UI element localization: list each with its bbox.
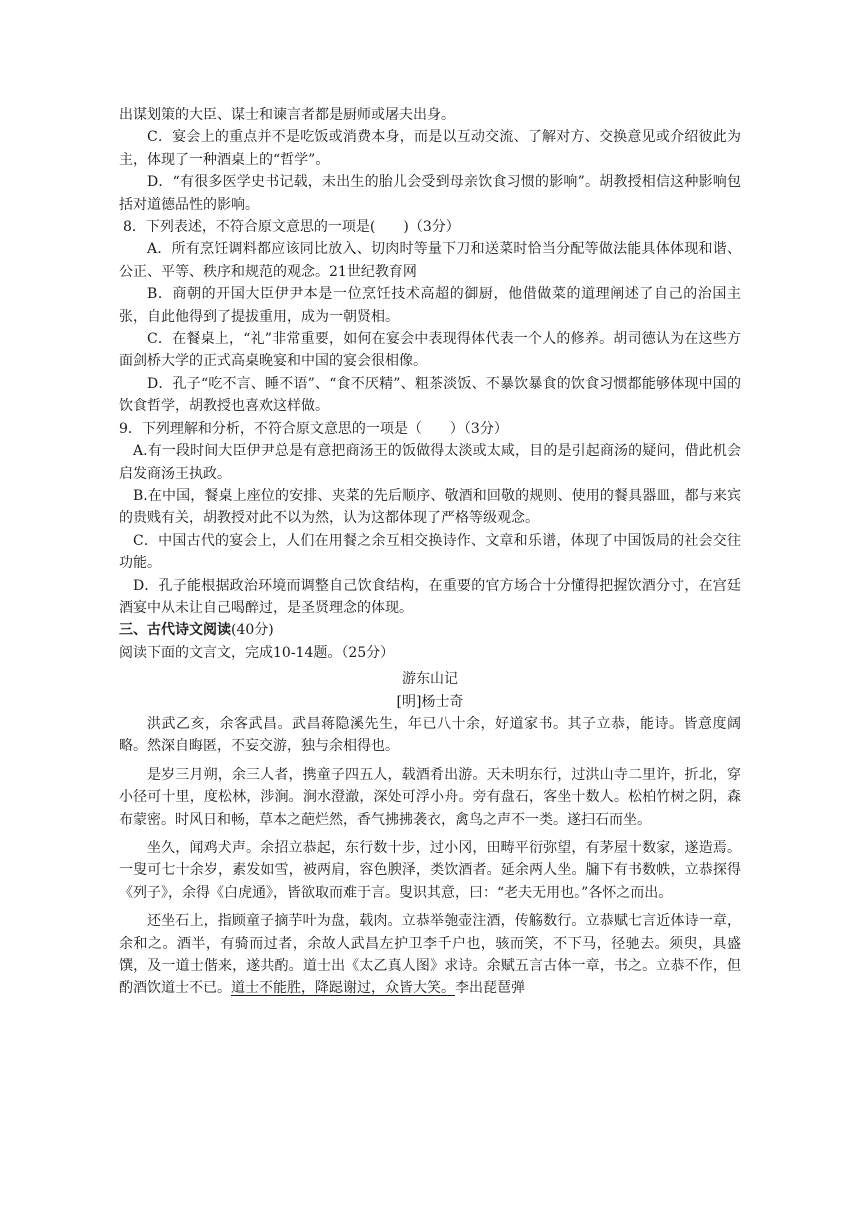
question-8-option-b: B．商朝的开国大臣伊尹本是一位烹饪技术高超的御厨，他借做菜的道理阐述了自己的治国主张，自此他得到了提拔重用，成为一朝贤相。 xyxy=(119,286,741,325)
passage-paragraph-2: 是岁三月朔，余三人者，携童子四五人，载酒肴出游。天未明东行，过洪山寺二里许，折北，穿小径可十里，度松林，涉涧。涧水澄澈，深处可浮小舟。旁有盘石，客坐十数人。松柏竹树之阴，森布蒙密。时风日和畅，草本之葩烂然，香气拂拂袭衣，禽鸟之声不一类。遂扫石而坐。 xyxy=(119,766,741,828)
paragraph-4-text: 还坐石上，指顾童子摘芋叶为盘，载肉。立恭举匏壶注酒，传觞数行。立恭赋七言近体诗一章，余和之。酒半，有骑而过者，余故人武昌左护卫李千户也，骇而笑，不下马，径驰去。须臾，具盛馔，及一道士偕来，遂共酌。道士出《太乙真人图》求诗。余赋五言古体一章，书之。立恭不作，但酌酒饮道士不已。 xyxy=(119,913,741,997)
section-title: 三、古代诗文阅读 xyxy=(119,622,231,639)
section-score: (40分) xyxy=(231,622,274,639)
passage-paragraph-3: 坐久，闻鸡犬声。余招立恭起，东行数十步，过小冈，田畴平衍弥望，有茅屋十数家，遂造焉。一叟可七十余岁，素发如雪，被两肩，容色腴泽，类饮酒者。延余两人坐。牖下有书数帙，立恭探得《列子》，余得《白虎通》，皆欲取而难于言。叟识其意，曰：“老夫无用也。”各怀之而出。 xyxy=(119,840,741,901)
question-9-option-c: C．中国古代的宴会上，人们在用餐之余互相交换诗作、文章和乐谱，体现了中国饭局的社会交往功能。 xyxy=(119,532,741,572)
passage-paragraph-4 xyxy=(119,910,741,1000)
question-8-option-c: C．在餐桌上，“礼”非常重要，如何在宴会中表现得体代表一个人的修养。胡司德认为在这些方面剑桥大学的正式高桌晚宴和中国的宴会很相像。 xyxy=(119,331,741,370)
section-heading xyxy=(119,619,741,641)
paragraph-4-tail: 李出琵琶弹 xyxy=(455,980,525,997)
passage-title: 游东山记 xyxy=(402,671,458,688)
passage-author: [明]杨士奇 xyxy=(396,693,464,710)
option-c-text: C．宴会上的重点并不是吃饭或消费本身，而是以互动交流、了解对方、交换意见或介绍彼此为主，体现了一种酒桌上的“哲学”。 xyxy=(119,129,741,168)
question-9-option-a: A.有一段时间大臣伊尹总是有意把商汤王的饭做得太淡或太咸，目的是引起商汤的疑问，借此机会启发商汤王执政。 xyxy=(119,443,741,482)
question-8: 8．下列表述，不符合原文意思的一项是( )（3分） xyxy=(123,219,460,236)
question-8-option-d: D．孔子“吃不言、睡不语”、“食不厌精”、粗茶淡饭、不暴饮暴食的饮食习惯都能够体现中国的饮食哲学，胡教授也喜欢这样做。 xyxy=(119,375,741,415)
question-9-option-b: B.在中国，餐桌上座位的安排、夹菜的先后顺序、敬酒和回敬的规则、使用的餐具器皿，都与来宾的贵贱有关，胡教授对此不以为然，认为这都体现了严格等级观念。 xyxy=(119,487,741,527)
document-page xyxy=(119,104,741,1000)
passage-paragraph-1: 洪武乙亥，余客武昌。武昌蒋隐溪先生，年已八十余，好道家书。其子立恭，能诗。皆意度阔略。然深自晦匿，不妄交游，独与余相得也。 xyxy=(119,715,741,755)
question-9: 9．下列理解和分析，不符合原文意思的一项是（ ）（3分） xyxy=(119,420,508,437)
text-line: 出谋划策的大臣、谋士和谏言者都是厨师或屠夫出身。 xyxy=(119,107,455,123)
option-d-text: D．“有很多医学史书记载，未出生的胎儿会受到母亲饮食习惯的影响”。胡教授相信这种影响包括对道德品性的影响。 xyxy=(119,174,741,213)
underlined-sentence: 道士不能胜，降跽谢过，众皆大笑。 xyxy=(231,980,455,997)
question-9-option-d: D．孔子能根据政治环境而调整自己饮食结构，在重要的官方场合十分懂得把握饮酒分寸，在宫廷酒宴中从未让自己喝醉过，是圣贤理念的体现。 xyxy=(119,577,741,616)
question-8-option-a: A．所有烹饪调料都应该同比放入、切肉时等量下刀和送菜时恰当分配等做法能具体体现和谐、公正、平等、秩序和规范的观念。21世纪教育网 xyxy=(119,241,741,280)
reading-instruction: 阅读下面的文言文，完成10-14题。（25分） xyxy=(119,644,395,661)
